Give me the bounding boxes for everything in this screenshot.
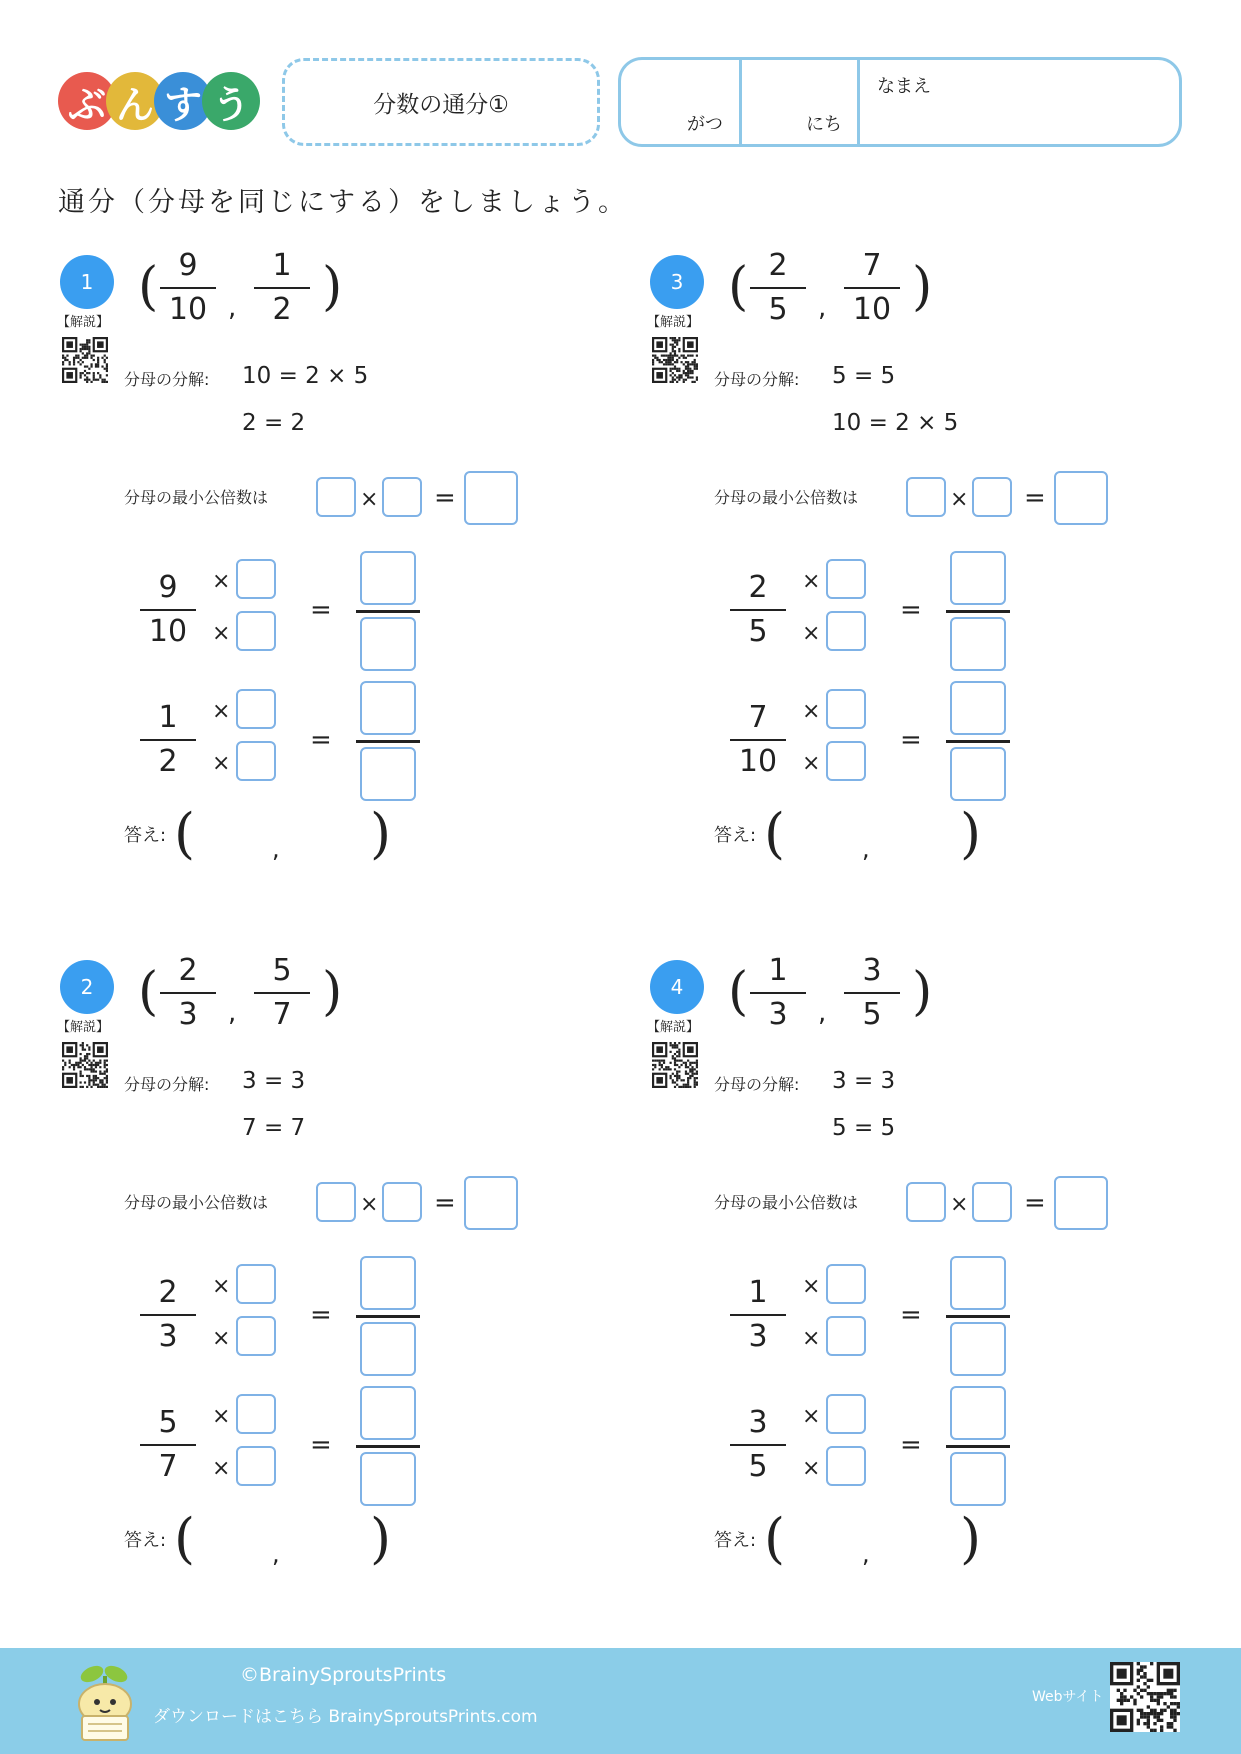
times-sign: × — [802, 569, 821, 594]
multiplier-input-bottom[interactable] — [826, 1446, 866, 1486]
name-label: なまえ — [877, 76, 931, 97]
numerator: 1 — [158, 700, 178, 735]
times-sign: × — [802, 1404, 821, 1429]
fraction-bar — [730, 739, 786, 741]
worksheet-title: 分数の通分① — [373, 91, 509, 118]
fraction-bar — [730, 609, 786, 611]
multiplier-input-top[interactable] — [826, 1394, 866, 1434]
fraction-bar — [160, 992, 216, 994]
numerator: 1 — [748, 1275, 768, 1310]
problem-3 — [647, 248, 1210, 895]
divider — [739, 60, 742, 144]
open-paren: ( — [764, 1507, 786, 1570]
factor-line-1: 3 = 3 — [832, 1068, 896, 1094]
fraction-bar — [356, 740, 420, 743]
denominator: 3 — [178, 997, 198, 1032]
factor-line-2: 2 = 2 — [242, 410, 306, 436]
denominator: 5 — [862, 997, 882, 1032]
fraction-bar — [140, 1444, 196, 1446]
lcm-label: 分母の最小公倍数は — [124, 488, 269, 507]
equals-sign: = — [900, 595, 922, 625]
close-paren: ) — [912, 257, 933, 317]
answer-input-1[interactable] — [790, 811, 854, 865]
new-denominator-input[interactable] — [360, 1322, 416, 1376]
open-paren: ( — [728, 257, 749, 317]
question-fraction-1 — [160, 247, 216, 329]
numerator: 2 — [158, 1275, 178, 1310]
factor-label: 分母の分解: — [714, 370, 800, 389]
numerator: 3 — [862, 953, 882, 988]
question-fraction-2 — [844, 247, 900, 329]
multiplier-input-bottom[interactable] — [826, 611, 866, 651]
answer-input-1[interactable] — [200, 1516, 264, 1570]
lcm-factor-input-2[interactable] — [972, 1182, 1012, 1222]
fraction-bar — [750, 992, 806, 994]
numerator: 5 — [158, 1405, 178, 1440]
numerator: 7 — [748, 700, 768, 735]
new-denominator-input[interactable] — [360, 747, 416, 801]
new-numerator-input[interactable] — [950, 681, 1006, 735]
question-fraction-1 — [750, 952, 806, 1034]
multiplier-input-bottom[interactable] — [236, 1316, 276, 1356]
times-sign: × — [802, 1456, 821, 1481]
answer-comma: , — [272, 1540, 280, 1568]
logo-char-1: ぶ — [58, 72, 116, 130]
close-paren: ) — [322, 962, 343, 1022]
close-paren: ) — [322, 257, 343, 317]
problem-2 — [57, 953, 620, 1600]
answer-input-2[interactable] — [882, 1516, 952, 1570]
multiplier-input-top[interactable] — [826, 689, 866, 729]
times-sign: × — [212, 699, 231, 724]
problem-number-badge: 3 — [650, 255, 704, 309]
answer-label: 答え: — [714, 1530, 757, 1551]
fraction-bar — [356, 610, 420, 613]
lcm-factor-input-1[interactable] — [316, 1182, 356, 1222]
fraction-bar — [356, 1315, 420, 1318]
close-paren: ) — [960, 802, 982, 865]
problem-1 — [57, 248, 620, 895]
factor-line-1: 3 = 3 — [242, 1068, 306, 1094]
equals-sign: = — [900, 1300, 922, 1330]
numerator: 2 — [178, 953, 198, 988]
open-paren: ( — [174, 1507, 196, 1570]
times-sign: × — [360, 1192, 379, 1217]
fraction-bar — [730, 1444, 786, 1446]
times-sign: × — [802, 621, 821, 646]
explanation-label: 【解説】 — [57, 315, 110, 330]
explanation-qr-code-icon[interactable] — [62, 1042, 108, 1092]
logo-char-4: う — [202, 72, 260, 130]
numerator: 5 — [272, 953, 292, 988]
numerator: 2 — [768, 248, 788, 283]
factor-line-2: 5 = 5 — [832, 1115, 896, 1141]
close-paren: ) — [912, 962, 933, 1022]
fraction-bar — [160, 287, 216, 289]
lcm-factor-input-2[interactable] — [972, 477, 1012, 517]
question-fraction-2 — [254, 247, 310, 329]
times-sign: × — [950, 1192, 969, 1217]
question-fraction-1 — [160, 952, 216, 1034]
month-label: がつ — [687, 114, 723, 135]
open-paren: ( — [138, 962, 159, 1022]
fraction-bar — [946, 1445, 1010, 1448]
answer-input-2[interactable] — [292, 1516, 362, 1570]
worksheet-title-box — [282, 58, 600, 146]
download-link[interactable]: ダウンロードはこちら BrainySproutsPrints.com — [153, 1707, 538, 1727]
new-denominator-input[interactable] — [950, 1452, 1006, 1506]
times-sign: × — [212, 1404, 231, 1429]
fraction-bar — [946, 740, 1010, 743]
times-sign: × — [212, 1326, 231, 1351]
original-fraction — [140, 1274, 196, 1356]
open-paren: ( — [138, 257, 159, 317]
new-numerator-input[interactable] — [950, 551, 1006, 605]
multiplier-input-bottom[interactable] — [236, 1446, 276, 1486]
copyright-text: ©BrainySproutsPrints — [240, 1664, 447, 1686]
new-numerator-input[interactable] — [360, 681, 416, 735]
new-numerator-input[interactable] — [360, 551, 416, 605]
multiplier-input-top[interactable] — [236, 689, 276, 729]
equals-sign: = — [310, 725, 332, 755]
numerator: 3 — [748, 1405, 768, 1440]
denominator: 10 — [738, 744, 778, 779]
times-sign: × — [802, 699, 821, 724]
numerator: 1 — [272, 248, 292, 283]
new-numerator-input[interactable] — [360, 1386, 416, 1440]
new-numerator-input[interactable] — [360, 1256, 416, 1310]
factor-line-2: 7 = 7 — [242, 1115, 306, 1141]
denominator: 10 — [168, 292, 208, 327]
equals-sign: = — [310, 1430, 332, 1460]
equals-sign: = — [310, 1300, 332, 1330]
explanation-label: 【解説】 — [57, 1020, 110, 1035]
equals-sign: = — [310, 595, 332, 625]
numerator: 9 — [158, 570, 178, 605]
answer-label: 答え: — [124, 825, 167, 846]
logo-char-3: す — [154, 72, 212, 130]
sprout-mascot-icon — [70, 1660, 140, 1744]
times-sign: × — [212, 1456, 231, 1481]
open-paren: ( — [728, 962, 749, 1022]
open-paren: ( — [174, 802, 196, 865]
lcm-factor-input-2[interactable] — [382, 477, 422, 517]
multiplier-input-bottom[interactable] — [236, 611, 276, 651]
equals-sign: = — [900, 1430, 922, 1460]
answer-input-1[interactable] — [790, 1516, 854, 1570]
original-fraction — [140, 1404, 196, 1486]
fraction-bar — [140, 739, 196, 741]
new-denominator-input[interactable] — [950, 747, 1006, 801]
new-denominator-input[interactable] — [360, 617, 416, 671]
date-name-box — [618, 57, 1182, 147]
fraction-bar — [946, 610, 1010, 613]
original-fraction — [730, 1274, 786, 1356]
answer-label: 答え: — [124, 1530, 167, 1551]
factor-label: 分母の分解: — [124, 1075, 210, 1094]
lcm-result-input[interactable] — [464, 1176, 518, 1230]
new-denominator-input[interactable] — [950, 617, 1006, 671]
answer-comma: , — [862, 835, 870, 863]
equals-sign: = — [1024, 1188, 1046, 1218]
multiplier-input-bottom[interactable] — [826, 741, 866, 781]
answer-input-2[interactable] — [882, 811, 952, 865]
lcm-result-input[interactable] — [1054, 471, 1108, 525]
problem-number-badge: 1 — [60, 255, 114, 309]
fraction-bar — [140, 1314, 196, 1316]
denominator: 10 — [852, 292, 892, 327]
explanation-qr-code-icon[interactable] — [62, 337, 108, 387]
denominator: 10 — [148, 614, 188, 649]
denominator: 3 — [768, 997, 788, 1032]
multiplier-input-bottom[interactable] — [236, 741, 276, 781]
equals-sign: = — [434, 1188, 456, 1218]
times-sign: × — [212, 621, 231, 646]
multiplier-input-top[interactable] — [236, 1264, 276, 1304]
website-label: Webサイト — [1032, 1689, 1104, 1705]
equals-sign: = — [1024, 483, 1046, 513]
new-denominator-input[interactable] — [950, 1322, 1006, 1376]
day-label: にち — [806, 114, 842, 135]
denominator: 7 — [272, 997, 292, 1032]
times-sign: × — [212, 569, 231, 594]
numerator: 1 — [768, 953, 788, 988]
numerator: 2 — [748, 570, 768, 605]
problem-number-badge: 4 — [650, 960, 704, 1014]
fraction-bar — [946, 1315, 1010, 1318]
denominator: 3 — [748, 1319, 768, 1354]
fraction-bar — [356, 1445, 420, 1448]
lcm-factor-input-1[interactable] — [906, 1182, 946, 1222]
factor-line-1: 5 = 5 — [832, 363, 896, 389]
answer-comma: , — [862, 1540, 870, 1568]
times-sign: × — [802, 751, 821, 776]
original-fraction — [730, 569, 786, 651]
numerator: 7 — [862, 248, 882, 283]
answer-label: 答え: — [714, 825, 757, 846]
factor-line-2: 10 = 2 × 5 — [832, 410, 959, 436]
times-sign: × — [212, 751, 231, 776]
fraction-bar — [844, 287, 900, 289]
factor-line-1: 10 = 2 × 5 — [242, 363, 369, 389]
instruction-text: 通分（分母を同じにする）をしましょう。 — [58, 187, 628, 218]
new-denominator-input[interactable] — [360, 1452, 416, 1506]
multiplier-input-top[interactable] — [236, 559, 276, 599]
lcm-result-input[interactable] — [1054, 1176, 1108, 1230]
times-sign: × — [950, 487, 969, 512]
multiplier-input-top[interactable] — [826, 1264, 866, 1304]
denominator: 2 — [272, 292, 292, 327]
lcm-factor-input-1[interactable] — [316, 477, 356, 517]
times-sign: × — [360, 487, 379, 512]
comma: , — [818, 293, 827, 323]
fraction-bar — [844, 992, 900, 994]
lcm-factor-input-1[interactable] — [906, 477, 946, 517]
divider — [857, 60, 860, 144]
fraction-bar — [254, 992, 310, 994]
lcm-label: 分母の最小公倍数は — [714, 1193, 859, 1212]
equals-sign: = — [434, 483, 456, 513]
lcm-label: 分母の最小公倍数は — [714, 488, 859, 507]
times-sign: × — [802, 1326, 821, 1351]
original-fraction — [140, 699, 196, 781]
answer-comma: , — [272, 835, 280, 863]
denominator: 5 — [748, 1449, 768, 1484]
denominator: 5 — [768, 292, 788, 327]
original-fraction — [730, 699, 786, 781]
multiplier-input-top[interactable] — [826, 559, 866, 599]
footer — [0, 1648, 1241, 1754]
question-fraction-2 — [844, 952, 900, 1034]
denominator: 2 — [158, 744, 178, 779]
fraction-bar — [254, 287, 310, 289]
lcm-label: 分母の最小公倍数は — [124, 1193, 269, 1212]
multiplier-input-bottom[interactable] — [826, 1316, 866, 1356]
question-fraction-1 — [750, 247, 806, 329]
numerator: 9 — [178, 248, 198, 283]
brand-logo — [58, 72, 250, 134]
comma: , — [228, 998, 237, 1028]
original-fraction — [730, 1404, 786, 1486]
denominator: 7 — [158, 1449, 178, 1484]
explanation-label: 【解説】 — [647, 315, 700, 330]
factor-label: 分母の分解: — [714, 1075, 800, 1094]
times-sign: × — [212, 1274, 231, 1299]
lcm-factor-input-2[interactable] — [382, 1182, 422, 1222]
fraction-bar — [140, 609, 196, 611]
close-paren: ) — [960, 1507, 982, 1570]
times-sign: × — [802, 1274, 821, 1299]
close-paren: ) — [370, 1507, 392, 1570]
problem-number-badge: 2 — [60, 960, 114, 1014]
answer-input-1[interactable] — [200, 811, 264, 865]
problem-4 — [647, 953, 1210, 1600]
explanation-qr-code-icon[interactable] — [652, 1042, 698, 1092]
original-fraction — [140, 569, 196, 651]
close-paren: ) — [370, 802, 392, 865]
factor-label: 分母の分解: — [124, 370, 210, 389]
new-numerator-input[interactable] — [950, 1386, 1006, 1440]
website-qr-code-icon[interactable] — [1110, 1662, 1180, 1732]
fraction-bar — [750, 287, 806, 289]
fraction-bar — [730, 1314, 786, 1316]
question-fraction-2 — [254, 952, 310, 1034]
comma: , — [818, 998, 827, 1028]
denominator: 5 — [748, 614, 768, 649]
comma: , — [228, 293, 237, 323]
answer-input-2[interactable] — [292, 811, 362, 865]
logo-char-2: ん — [106, 72, 164, 130]
multiplier-input-top[interactable] — [236, 1394, 276, 1434]
lcm-result-input[interactable] — [464, 471, 518, 525]
open-paren: ( — [764, 802, 786, 865]
explanation-qr-code-icon[interactable] — [652, 337, 698, 387]
equals-sign: = — [900, 725, 922, 755]
denominator: 3 — [158, 1319, 178, 1354]
new-numerator-input[interactable] — [950, 1256, 1006, 1310]
explanation-label: 【解説】 — [647, 1020, 700, 1035]
